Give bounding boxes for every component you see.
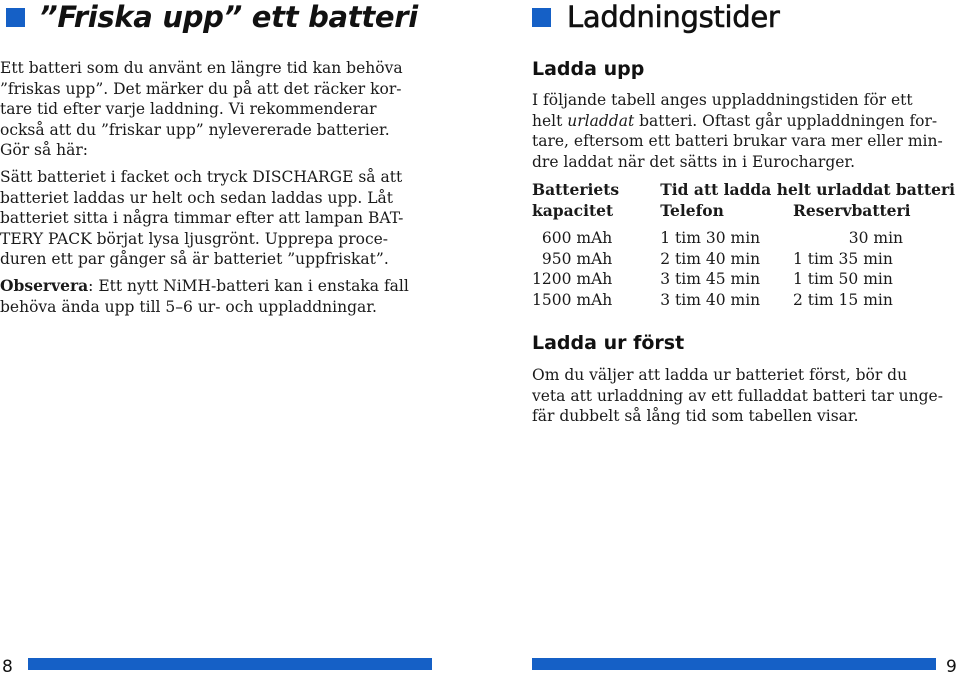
instruction-line: batteriet laddas ur helt och sedan laddas upp. Låt	[0, 188, 393, 207]
table-cell: 600 mAh	[541, 229, 613, 247]
right-heading	[532, 0, 779, 34]
note-line: behöva ända upp till 5–6 ur- och uppladdningar.	[0, 297, 377, 316]
table-header-row	[532, 180, 955, 201]
table-cell: 1 tim 30 min	[660, 229, 761, 247]
text-part: batteri. Oftast går uppladdningen for-	[634, 111, 938, 130]
table-cell: 30 min	[848, 229, 904, 247]
intro-line: Gör så här:	[0, 141, 89, 159]
charging-intro-line: I följande tabell anges uppladdningstiden för ett	[532, 91, 913, 109]
note-text: : Ett nytt NiMH-batteri kan i enstaka fall	[88, 277, 409, 295]
column-header-charge-time: Tid att ladda helt urladdat batteri	[660, 180, 956, 199]
table-cell: 3 tim 40 min	[660, 290, 761, 309]
table-cell: 1200 mAh	[532, 270, 613, 288]
table-row	[532, 291, 955, 312]
instruction-line: Sätt batteriet i facket och tryck DISCHARGE så att	[0, 168, 403, 186]
charging-intro-line	[532, 111, 952, 132]
section-title-ladda-upp: Ladda upp	[532, 58, 645, 80]
table-cell: 2 tim 15 min	[792, 290, 893, 309]
blue-square-bullet-icon	[6, 8, 25, 27]
section-title-ladda-ur-forst: Ladda ur först	[532, 332, 685, 354]
column-header-phone: Telefon	[660, 200, 724, 220]
discharge-line: Om du väljer att ladda ur batteriet först, bör du	[532, 366, 908, 384]
column-header-capacity: Batteriets	[532, 180, 620, 199]
table-row	[532, 229, 955, 250]
intro-line: tare tid efter varje laddning. Vi rekommenderar	[0, 100, 377, 118]
column-header-capacity-unit: kapacitet	[532, 200, 614, 220]
intro-line: också att du ”friskar upp” nylevererade batterier.	[0, 120, 390, 139]
emphasis-urladdat: urladdat	[567, 111, 635, 130]
intro-paragraph	[0, 58, 425, 161]
charging-time-table	[532, 180, 955, 311]
charging-intro-paragraph	[532, 90, 952, 172]
intro-line: Ett batteri som du använt en längre tid kan behöva	[0, 59, 403, 77]
table-row	[532, 270, 955, 291]
charging-intro-line: tare, eftersom ett batteri brukar vara mer eller min-	[532, 132, 943, 150]
footer-bar-right	[532, 658, 936, 670]
instruction-line: duren ett par gånger så är batteriet ”uppfriskat”.	[0, 250, 389, 268]
text-part: helt	[532, 111, 568, 130]
charging-intro-line: dre laddat när det sätts in i Eurocharger.	[532, 152, 856, 171]
instruction-line: TERY PACK börjat lysa ljusgrönt. Upprepa proce-	[0, 229, 389, 248]
table-cell: 3 tim 45 min	[660, 270, 761, 288]
discharge-line: fär dubbelt så lång tid som tabellen visar.	[532, 407, 859, 425]
table-cell: 1 tim 35 min	[792, 249, 893, 268]
discharge-paragraph	[532, 365, 952, 427]
instruction-line: batteriet sitta i några timmar efter att lampan BAT-	[0, 209, 404, 227]
note-paragraph	[0, 276, 425, 317]
table-row	[532, 250, 955, 271]
footer-bar-left	[28, 658, 432, 670]
table-header-row	[532, 201, 955, 222]
note-line	[0, 276, 425, 297]
left-heading	[6, 0, 418, 34]
blue-square-bullet-icon	[532, 8, 551, 27]
left-page-title: ”Friska upp” ett batteri	[39, 0, 418, 34]
intro-line: ”friskas upp”. Det märker du på att det räcker kor-	[0, 79, 402, 98]
column-header-spare-battery: Reservbatteri	[792, 200, 911, 220]
table-cell: 1500 mAh	[532, 290, 613, 309]
note-label: Observera	[0, 276, 89, 295]
discharge-line: veta att urladdning av ett fulladdat batteri tar unge-	[532, 386, 943, 405]
page-number-right: 9	[946, 657, 957, 677]
table-cell: 2 tim 40 min	[660, 249, 761, 268]
instruction-paragraph	[0, 167, 425, 270]
page-number-left: 8	[2, 657, 13, 677]
right-page-title: Laddningstider	[567, 0, 780, 34]
table-cell: 950 mAh	[541, 249, 613, 268]
table-cell: 1 tim 50 min	[792, 270, 893, 288]
